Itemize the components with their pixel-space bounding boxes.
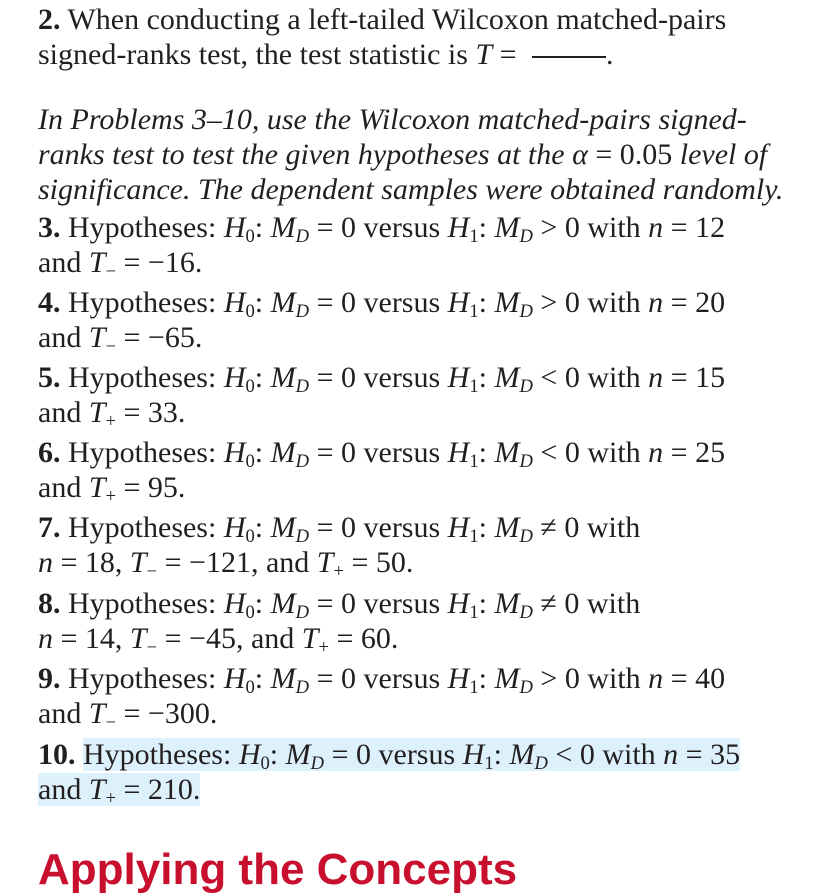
n-value: = 40 xyxy=(663,662,726,695)
h0-relation: = 0 versus xyxy=(309,211,448,244)
t: T xyxy=(88,246,106,279)
h1-relation: < 0 with xyxy=(532,361,649,394)
alpha-symbol: α xyxy=(572,138,588,171)
m-sub: D xyxy=(295,376,310,398)
answer-blank xyxy=(532,40,606,58)
m-sub: D xyxy=(295,451,310,473)
h0-sub: 0 xyxy=(260,753,270,775)
n-value: = 18, xyxy=(53,546,130,579)
m-sub: D xyxy=(519,451,533,473)
h1-sub: 1 xyxy=(469,526,479,548)
problem-4 xyxy=(38,285,808,358)
h0-relation: = 0 versus xyxy=(309,286,448,319)
colon: : xyxy=(254,587,271,620)
h1-relation: < 0 with xyxy=(547,738,664,771)
colon: : xyxy=(478,436,495,469)
m-sub: D xyxy=(519,301,533,323)
m-sub: D xyxy=(295,301,310,323)
h1-relation: > 0 with xyxy=(532,211,649,244)
colon: : xyxy=(478,511,495,544)
colon: : xyxy=(478,211,495,244)
m-sub: D xyxy=(295,526,310,548)
m: M xyxy=(509,738,535,771)
h0-sub: 0 xyxy=(245,451,255,473)
h0-sub: 0 xyxy=(245,301,255,323)
h0: H xyxy=(223,211,246,244)
h1-sub: 1 xyxy=(469,602,479,624)
n: n xyxy=(663,738,679,771)
and: and xyxy=(38,471,89,504)
m: M xyxy=(270,511,296,544)
t: T xyxy=(88,697,106,730)
h1: H xyxy=(447,211,470,244)
m-sub: D xyxy=(534,753,548,775)
label: Hypotheses: xyxy=(68,211,224,244)
m-sub: D xyxy=(519,376,533,398)
problem-number: 4. xyxy=(38,286,61,319)
h1-relation: < 0 with xyxy=(532,436,649,469)
t-value: = 50. xyxy=(343,546,414,579)
instructions xyxy=(38,102,808,207)
m-sub: D xyxy=(519,602,533,624)
m: M xyxy=(494,662,520,695)
label: Hypotheses: xyxy=(68,361,224,394)
problem-8 xyxy=(38,586,808,659)
t-sub: − xyxy=(146,561,158,583)
t: T xyxy=(129,622,147,655)
m: M xyxy=(494,286,520,319)
problem-7 xyxy=(38,510,808,583)
h1-relation: ≠ 0 with xyxy=(532,511,641,544)
t-value: = −121, and xyxy=(157,546,317,579)
m: M xyxy=(494,361,520,394)
t-sub: + xyxy=(105,788,117,810)
m: M xyxy=(494,511,520,544)
colon: : xyxy=(254,436,271,469)
m-sub: D xyxy=(519,226,533,248)
h1: H xyxy=(447,361,470,394)
t-value: = 95. xyxy=(116,471,186,504)
problem-text: When conducting a left-tailed Wilcoxon matched-pairs xyxy=(67,3,727,36)
t-value: = −16. xyxy=(116,246,203,279)
problem-3 xyxy=(38,210,808,283)
colon: : xyxy=(254,211,271,244)
t-value: = −300. xyxy=(116,697,218,730)
m-sub: D xyxy=(519,677,533,699)
colon: : xyxy=(493,738,510,771)
m-sub: D xyxy=(295,677,310,699)
m-sub: D xyxy=(295,602,310,624)
t-sub: − xyxy=(146,637,158,659)
h1-sub: 1 xyxy=(469,226,479,248)
t-sub: − xyxy=(105,336,117,358)
t: T xyxy=(88,471,106,504)
problem-number: 3. xyxy=(38,211,61,244)
t: T xyxy=(88,396,106,429)
h0: H xyxy=(223,361,246,394)
intro-line-2 xyxy=(38,137,808,172)
colon: : xyxy=(254,286,271,319)
m: M xyxy=(494,211,520,244)
n-value: = 14, xyxy=(53,622,130,655)
m: M xyxy=(494,587,520,620)
colon: : xyxy=(478,587,495,620)
h0-sub: 0 xyxy=(245,376,255,398)
h1-sub: 1 xyxy=(469,376,479,398)
intro-line-1: In Problems 3–10, use the Wilcoxon matched-pairs signed- xyxy=(38,103,747,136)
n: n xyxy=(38,546,53,579)
n: n xyxy=(648,286,664,319)
h1-sub: 1 xyxy=(484,753,494,775)
colon: : xyxy=(254,511,271,544)
n-value: = 12 xyxy=(663,211,726,244)
h1-sub: 1 xyxy=(469,451,479,473)
m: M xyxy=(270,436,296,469)
m-sub: D xyxy=(295,226,310,248)
h0-relation: = 0 versus xyxy=(309,361,448,394)
n-value: = 35 xyxy=(678,738,741,771)
t-value: = 210. xyxy=(116,773,201,806)
h0-sub: 0 xyxy=(245,226,255,248)
problem-2-line-2 xyxy=(38,37,808,72)
and: and xyxy=(38,773,89,806)
colon: : xyxy=(269,738,286,771)
h0: H xyxy=(223,662,246,695)
h0-sub: 0 xyxy=(245,677,255,699)
t-sub: + xyxy=(333,561,344,583)
label: Hypotheses: xyxy=(68,662,224,695)
label: Hypotheses: xyxy=(68,511,224,544)
m-sub: D xyxy=(519,526,533,548)
t: T xyxy=(316,546,334,579)
t-sub: − xyxy=(105,261,117,283)
h0-relation: = 0 versus xyxy=(309,511,448,544)
problem-number: 6. xyxy=(38,436,61,469)
problem-6 xyxy=(38,435,808,508)
and: and xyxy=(38,697,89,730)
m: M xyxy=(270,662,296,695)
problem-number: 7. xyxy=(38,511,61,544)
and: and xyxy=(38,321,89,354)
n: n xyxy=(648,211,664,244)
stat-var: T xyxy=(475,38,493,71)
h1-sub: 1 xyxy=(469,301,479,323)
intro-line-3: significance. The dependent samples were obtained randomly. xyxy=(38,173,784,206)
h1-relation: > 0 with xyxy=(532,662,649,695)
problem-number: 10. xyxy=(38,738,76,771)
m: M xyxy=(270,286,296,319)
h1: H xyxy=(447,286,470,319)
t-value: = −45, and xyxy=(157,622,302,655)
label: Hypotheses: xyxy=(83,738,239,771)
colon: : xyxy=(478,361,495,394)
alpha-value: = 0.05 xyxy=(587,138,680,171)
problem-10 xyxy=(38,737,808,810)
colon: : xyxy=(478,286,495,319)
problem-2 xyxy=(38,2,808,72)
h0-relation: = 0 versus xyxy=(324,738,463,771)
h1: H xyxy=(447,587,470,620)
problem-number: 2. xyxy=(38,3,61,36)
period: . xyxy=(606,38,614,71)
and: and xyxy=(38,246,89,279)
intro-text: level of xyxy=(679,138,768,171)
problem-10-highlight-line-1 xyxy=(83,738,741,775)
h0-sub: 0 xyxy=(245,526,255,548)
t: T xyxy=(301,622,319,655)
t: T xyxy=(88,773,106,806)
colon: : xyxy=(254,361,271,394)
h1: H xyxy=(447,436,470,469)
m: M xyxy=(494,436,520,469)
h0-relation: = 0 versus xyxy=(309,587,448,620)
h0: H xyxy=(223,511,246,544)
n: n xyxy=(648,436,664,469)
t-value: = −65. xyxy=(116,321,203,354)
n: n xyxy=(38,622,53,655)
h0: H xyxy=(223,286,246,319)
n-value: = 20 xyxy=(663,286,726,319)
h1-sub: 1 xyxy=(469,677,479,699)
problem-9 xyxy=(38,661,808,734)
t-value: = 60. xyxy=(328,622,399,655)
t-value: = 33. xyxy=(116,396,186,429)
colon: : xyxy=(254,662,271,695)
problem-2-line-1 xyxy=(38,2,808,37)
problem-10-highlight-line-2 xyxy=(38,773,201,810)
t-sub: + xyxy=(105,486,117,508)
and: and xyxy=(38,396,89,429)
t: T xyxy=(129,546,147,579)
n-value: = 25 xyxy=(663,436,726,469)
section-heading: Applying the Concepts xyxy=(38,845,518,894)
h0: H xyxy=(223,436,246,469)
m-sub: D xyxy=(310,753,325,775)
m: M xyxy=(285,738,311,771)
t-sub: − xyxy=(105,712,117,734)
label: Hypotheses: xyxy=(68,436,224,469)
h0-sub: 0 xyxy=(245,602,255,624)
m: M xyxy=(270,587,296,620)
problem-5 xyxy=(38,360,808,433)
t: T xyxy=(88,321,106,354)
h1: H xyxy=(462,738,485,771)
m: M xyxy=(270,361,296,394)
problem-number: 8. xyxy=(38,587,61,620)
label: Hypotheses: xyxy=(68,286,224,319)
equals: = xyxy=(492,38,525,71)
t-sub: + xyxy=(318,637,329,659)
t-sub: + xyxy=(105,411,117,433)
h1: H xyxy=(447,511,470,544)
colon: : xyxy=(478,662,495,695)
h0-relation: = 0 versus xyxy=(309,662,448,695)
h0: H xyxy=(238,738,261,771)
problem-text: signed-ranks test, the test statistic is xyxy=(38,38,476,71)
h0: H xyxy=(223,587,246,620)
n-value: = 15 xyxy=(663,361,726,394)
h1-relation: ≠ 0 with xyxy=(532,587,641,620)
problem-number: 5. xyxy=(38,361,61,394)
problem-number: 9. xyxy=(38,662,61,695)
h0-relation: = 0 versus xyxy=(309,436,448,469)
h1: H xyxy=(447,662,470,695)
m: M xyxy=(270,211,296,244)
label: Hypotheses: xyxy=(68,587,224,620)
h1-relation: > 0 with xyxy=(532,286,649,319)
intro-text: ranks test to test the given hypotheses at the xyxy=(38,138,573,171)
n: n xyxy=(648,361,664,394)
n: n xyxy=(648,662,664,695)
